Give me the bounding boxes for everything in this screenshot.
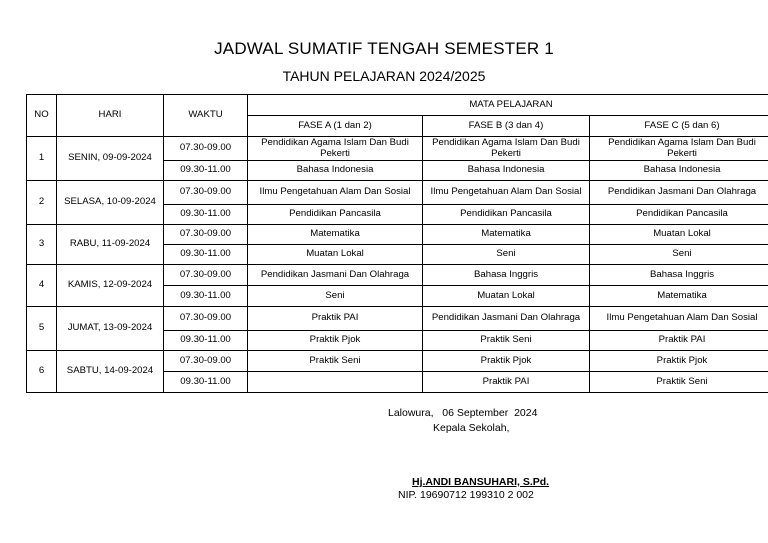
signature-nip: NIP. 19690712 199310 2 002 — [398, 489, 534, 501]
cell-no: 2 — [27, 181, 57, 225]
cell-fase-a: Pendidikan Jasmani Dan Olahraga — [248, 265, 423, 286]
cell-fase-a: Matematika — [248, 225, 423, 245]
cell-fase-a: Praktik Pjok — [248, 331, 423, 351]
document-title: JADWAL SUMATIF TENGAH SEMESTER 1 — [214, 39, 554, 58]
cell-no: 6 — [27, 351, 57, 393]
cell-fase-b: Ilmu Pengetahuan Alam Dan Sosial — [423, 181, 590, 205]
cell-fase-b: Bahasa Inggris — [423, 265, 590, 286]
cell-fase-b: Muatan Lokal — [423, 286, 590, 307]
cell-no: 5 — [27, 307, 57, 351]
cell-fase-c: Matematika — [590, 286, 768, 307]
cell-fase-a: Ilmu Pengetahuan Alam Dan Sosial — [248, 181, 423, 205]
cell-fase-b: Seni — [423, 245, 590, 265]
document-subtitle: TAHUN PELAJARAN 2024/2025 — [282, 68, 486, 84]
cell-fase-b: Pendidikan Pancasila — [423, 205, 590, 225]
cell-waktu: 09.30-11.00 — [164, 331, 248, 351]
cell-waktu: 09.30-11.00 — [164, 205, 248, 225]
cell-waktu: 07.30-09.00 — [164, 351, 248, 372]
signature-place-date: Lalowura, 06 September 2024 — [388, 407, 538, 419]
cell-fase-a: Muatan Lokal — [248, 245, 423, 265]
header-mata-pelajaran: MATA PELAJARAN — [248, 95, 768, 116]
cell-hari: SENIN, 09-09-2024 — [57, 137, 164, 181]
schedule-table — [26, 94, 768, 393]
cell-fase-c: Pendidikan Agama Islam Dan Budi Pekerti — [590, 137, 768, 161]
cell-waktu: 09.30-11.00 — [164, 372, 248, 393]
cell-fase-a: Praktik Seni — [248, 351, 423, 372]
cell-hari: JUMAT, 13-09-2024 — [57, 307, 164, 351]
cell-hari: RABU, 11-09-2024 — [57, 225, 164, 265]
cell-hari: KAMIS, 12-09-2024 — [57, 265, 164, 307]
cell-fase-c: Pendidikan Pancasila — [590, 205, 768, 225]
signature-position: Kepala Sekolah, — [433, 422, 510, 434]
cell-waktu: 09.30-11.00 — [164, 245, 248, 265]
cell-hari: SABTU, 14-09-2024 — [57, 351, 164, 393]
header-waktu: WAKTU — [164, 95, 248, 137]
cell-fase-a: Pendidikan Pancasila — [248, 205, 423, 225]
cell-fase-b: Bahasa Indonesia — [423, 161, 590, 181]
table-row — [27, 351, 768, 372]
cell-fase-b: Pendidikan Agama Islam Dan Budi Pekerti — [423, 137, 590, 161]
header-fase-b: FASE B (3 dan 4) — [423, 116, 590, 137]
cell-fase-b: Praktik Seni — [423, 331, 590, 351]
cell-waktu: 07.30-09.00 — [164, 265, 248, 286]
cell-fase-b: Matematika — [423, 225, 590, 245]
table-row — [27, 225, 768, 245]
cell-waktu: 07.30-09.00 — [164, 137, 248, 161]
cell-fase-a — [248, 372, 423, 393]
cell-fase-c: Muatan Lokal — [590, 225, 768, 245]
cell-fase-b: Pendidikan Jasmani Dan Olahraga — [423, 307, 590, 331]
cell-fase-a: Pendidikan Agama Islam Dan Budi Pekerti — [248, 137, 423, 161]
cell-fase-b: Praktik Pjok — [423, 351, 590, 372]
table-row — [27, 137, 768, 161]
cell-fase-a: Bahasa Indonesia — [248, 161, 423, 181]
cell-fase-a: Praktik PAI — [248, 307, 423, 331]
cell-fase-c: Bahasa Indonesia — [590, 161, 768, 181]
table-row — [27, 307, 768, 331]
cell-fase-c: Praktik Pjok — [590, 351, 768, 372]
cell-fase-c: Pendidikan Jasmani Dan Olahraga — [590, 181, 768, 205]
cell-waktu: 09.30-11.00 — [164, 286, 248, 307]
cell-fase-c: Seni — [590, 245, 768, 265]
cell-waktu: 07.30-09.00 — [164, 307, 248, 331]
cell-no: 3 — [27, 225, 57, 265]
header-no: NO — [27, 95, 57, 137]
cell-no: 4 — [27, 265, 57, 307]
cell-waktu: 07.30-09.00 — [164, 181, 248, 205]
cell-fase-a: Seni — [248, 286, 423, 307]
cell-fase-c: Bahasa Inggris — [590, 265, 768, 286]
cell-fase-b: Praktik PAI — [423, 372, 590, 393]
table-row — [27, 265, 768, 286]
table-row — [27, 181, 768, 205]
cell-fase-c: Praktik PAI — [590, 331, 768, 351]
header-hari: HARI — [57, 95, 164, 137]
cell-waktu: 09.30-11.00 — [164, 161, 248, 181]
header-fase-a: FASE A (1 dan 2) — [248, 116, 423, 137]
header-fase-c: FASE C (5 dan 6) — [590, 116, 768, 137]
cell-no: 1 — [27, 137, 57, 181]
cell-hari: SELASA, 10-09-2024 — [57, 181, 164, 225]
cell-fase-c: Ilmu Pengetahuan Alam Dan Sosial — [590, 307, 768, 331]
cell-waktu: 07.30-09.00 — [164, 225, 248, 245]
cell-fase-c: Praktik Seni — [590, 372, 768, 393]
signature-name: Hj.ANDI BANSUHARI, S.Pd. — [412, 476, 550, 488]
